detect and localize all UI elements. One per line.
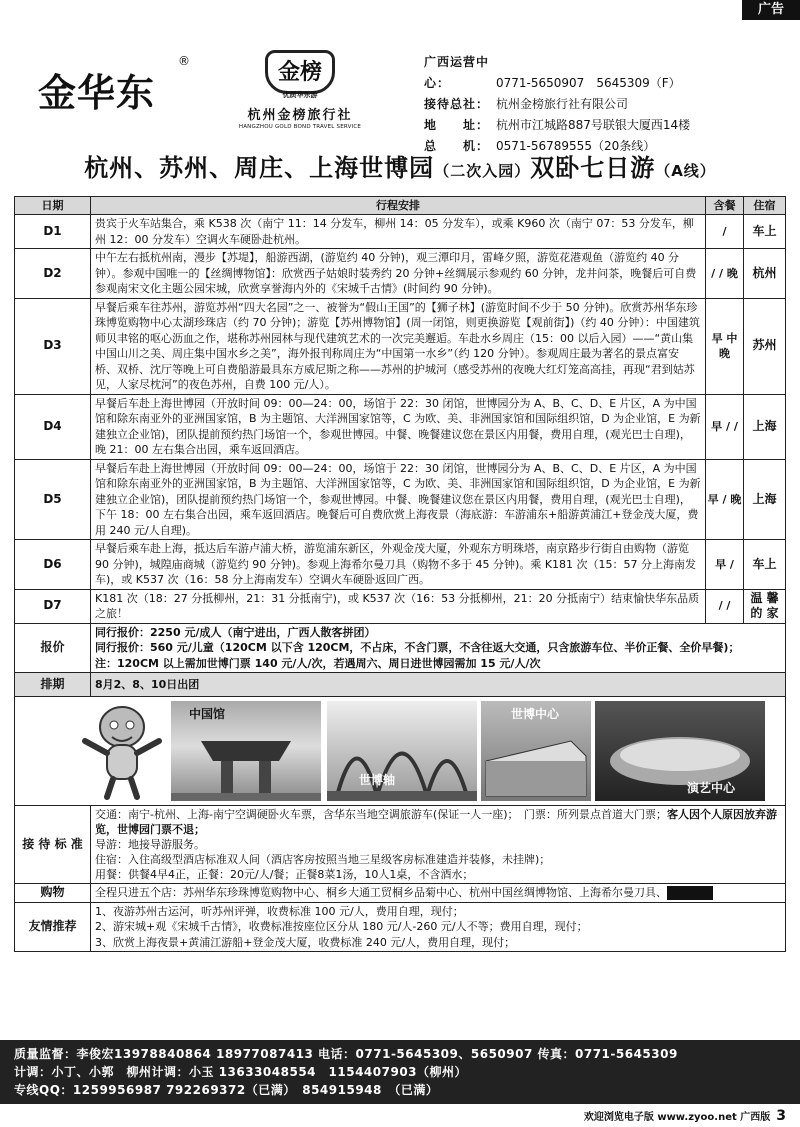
contact-line: 接待总社： 杭州金榜旅行社有限公司 <box>424 97 629 111</box>
table-row: D5 早餐后车赴上海世博园（开放时间 09：00—24：00，场馆于 22：30 闭馆，世博园分为 A、B、C、D、E 片区，A 为中国馆和除东南亚外的亚洲国家馆，B 为主题馆、大洋洲国家馆等，C 为欧、美、非洲国家馆和国际组织馆，D 为企业馆，E 为新建独立企业馆)，团队提前预约热门场馆一个，参观世博园。中餐、晚餐建议您在景区内用餐，费用自理，(观光巴士自理)，下午 18：00 左右集合出园，乘车返回酒店。晚餐后可自费欣赏上海夜景（海底游：车游浦东+船游黄浦江+登金茂大厦，费用 240 元/人自理)。 早 / 晚 上海 <box>15 459 786 540</box>
expo-center-image <box>481 701 591 801</box>
seal-band: 优质华东游 <box>282 91 318 99</box>
mascot-image <box>77 701 167 801</box>
table-row: D1 贵宾于火车站集合，乘 K538 次（南宁 11：14 分发车，柳州 14：05 分发车），或乘 K960 次（南宁 07：53 分发车，柳州 12：00 分发车）空调火车硬卧赴杭州。 / 车上 <box>15 215 786 249</box>
tips-row: 友情推荐 1、夜游苏州古运河，听苏州评弹，收费标准 100 元/人，费用自理，现付； 2、游宋城+观《宋城千古情》，收费标准按座位区分从 180 元/人-260 元/人不等；费用自理，现付； 3、欣赏上海夜景+黄浦江游船+登金茂大厦，收费标准 240 元/人，费用自理，现付； <box>15 902 786 952</box>
table-row: D6 早餐后乘车赴上海，抵达后车游卢浦大桥，游览浦东新区，外观金茂大厦，外观东方明珠塔，南京路步行街自由购物（游览 90 分钟)，城隍庙商城（游览约 90 分钟)。参观上海希尔曼刀具（购物不多于 45 分钟)。乘 K181 次（15：57 分上海南发车)，或 K537 次（16：58 分上海南发车）空调火车硬卧返回广西。 早 / 车上 <box>15 540 786 590</box>
footer-line: 专线QQ：1259956987 792269372（已满） 854915948 （已满） <box>14 1083 439 1097</box>
table-header: 日期 行程安排 含餐 住宿 <box>15 197 786 215</box>
schedule-row: 排期 8月2、8、10日出团 <box>15 673 786 697</box>
agency-seal: 金榜 <box>265 50 335 94</box>
agency-name-en: HANGZHOU GOLD BOND TRAVEL SERVICE <box>238 124 362 130</box>
photo-strip <box>15 697 785 805</box>
registered-mark: ® <box>178 54 190 68</box>
price-row: 报价 同行报价：2250 元/成人（南宁进出，广西人散客拼团） 同行报价：560 元/儿童（120CM 以下含 120CM，不占床，不含门票，不含往返大交通，只含旅游车位、半价正餐、全价早餐)； 注：120CM 以上需加世博门票 140 元/人/次，若遇周六、周日进世博园需加 15 元/人/次 <box>15 623 786 673</box>
agency-logo <box>230 50 370 130</box>
edition-label: 广西版 <box>740 1112 771 1123</box>
redacted-block <box>667 886 713 900</box>
table-row: D7 K181 次（18：27 分抵柳州，21：31 分抵南宁)，或 K537 次（16：53 分抵柳州，21：20 分抵南宁）结束愉快华东品质之旅！ / / 温 馨 的 家 <box>15 589 786 623</box>
contact-block <box>424 52 690 157</box>
brand-logo-text: 金华东 <box>38 70 156 115</box>
photo-label: 演艺中心 <box>687 781 736 795</box>
agency-name-cn: 杭州金榜旅行社 <box>247 108 353 123</box>
brand-logo <box>38 52 198 122</box>
contact-line: 总 机： 0571-56789555（20条线） <box>424 139 656 153</box>
photo-row <box>15 697 786 806</box>
china-pavilion-image <box>171 701 321 801</box>
contact-line: 地 址： 杭州市江城路887号联银大厦西14楼 <box>424 118 691 132</box>
shopping-row: 购物 全程只进五个店：苏州华东珍珠博览购物中心、桐乡大通工贸桐乡品菊中心、杭州中国丝绸博物馆、上海希尔曼刀具、 <box>15 884 786 903</box>
photo-label: 世博中心 <box>511 707 560 721</box>
contact-line: 广西运营中心： 0771-5650907 5645309（F） <box>424 55 681 90</box>
table-row: D4 早餐后车赴上海世博园（开放时间 09：00—24：00，场馆于 22：30 闭馆，世博园分为 A、B、C、D、E 片区，A 为中国馆和除东南亚外的亚洲国家馆，B 为主题馆、大洋洲国家馆等，C 为欧、美、非洲国家馆和国际组织馆，D 为企业馆，E 为新建独立企业馆)，团队提前预约热门场馆一个，参观世博园。中餐、晚餐建议您在景区内用餐，费用自理，(观光巴士自理)，晚 21：00 左右集合出园，乘车返回酒店。 早 / / 上海 <box>15 394 786 459</box>
footer-line: 计调：小丁、小郭 柳州计调：小玉 13633048554 1154407903（柳州） <box>14 1065 468 1079</box>
itinerary-table <box>14 196 786 952</box>
expo-axis-image <box>327 701 477 801</box>
photo-label: 中国馆 <box>189 707 226 721</box>
photo-label: 世博轴 <box>359 773 396 787</box>
table-row: D2 中午左右抵杭州南，漫步【苏堤】，船游西湖，(游览约 40 分钟)，观三潭印月，雷峰夕照，游览花港观鱼（游览约 40 分钟）。参观中国唯一的【丝绸博物馆】：欣赏西子姑娘时装秀约 20 分钟+丝绸展示参观约 60 分钟，龙井问茶，晚餐后可自费参观南宋文化主题公园宋城，欣赏享誉海内外的《宋城千古情》(时间约 90 分钟)。 / / 晚 杭州 <box>15 249 786 299</box>
service-row: 接 待 标 准 交通：南宁-杭州、上海-南宁空调硬卧火车票，含华东当地空调旅游车(保证一人一座)； 门票：所列景点首道大门票；客人因个人原因放弃游览，世博园门票不退； 导游：地接导游服务。 住宿：入住高级型酒店标准双人间（酒店客房按照当地三星级客房标准建造并装修，未挂牌)； 用餐：供餐4早4正，正餐：20元/人/餐；正餐8菜1汤，10人1桌，不含酒水； <box>15 806 786 884</box>
footer-line: 质量监督：李俊宏13978840864 18977087413 电话：0771-5645309、5650907 传真：0771-5645309 <box>14 1047 678 1061</box>
table-row: D3 早餐后乘车往苏州，游览苏州“四大名园”之一、被誉为“假山王国”的【狮子林】(游览时间不少于 50 分钟)。欣赏苏州华东珍珠博览购物中心太湖珍珠店（约 70 分钟)；游览【苏州博物馆】(周一闭馆，则更换游览【观前街】)（约 40 分钟）：中国建筑师贝聿铭的呕心沥血之作，堪称苏州园林与现代建筑艺术的一次完美邂逅。车赴水乡周庄（15：00 以后入园）——“黄山集中国山川之美、周庄集中国水乡之美”，海外报刊称周庄为“中国第一水乡”（约 120 分钟）。参观周庄最为著名的景点富安桥、双桥、沈厅等晚上可自费船游最具东方威尼斯之称——苏州的护城河（感受苏州的夜晚大红灯笼高高挂，再现“君到姑苏见，人家尽枕河”的夜色苏州，自费 100 元/人）。 早 中 晚 苏州 <box>15 298 786 394</box>
page-title: 杭州、苏州、周庄、上海世博园（二次入园）双卧七日游（A线） <box>84 154 716 182</box>
performance-center-image <box>595 701 765 801</box>
footer-contact <box>0 1040 800 1104</box>
page-number: 3 <box>776 1108 786 1124</box>
ad-tag: 广告 <box>742 0 800 20</box>
page-footer: 欢迎浏览电子版 www.zyoo.net 广西版 3 <box>583 1108 786 1124</box>
